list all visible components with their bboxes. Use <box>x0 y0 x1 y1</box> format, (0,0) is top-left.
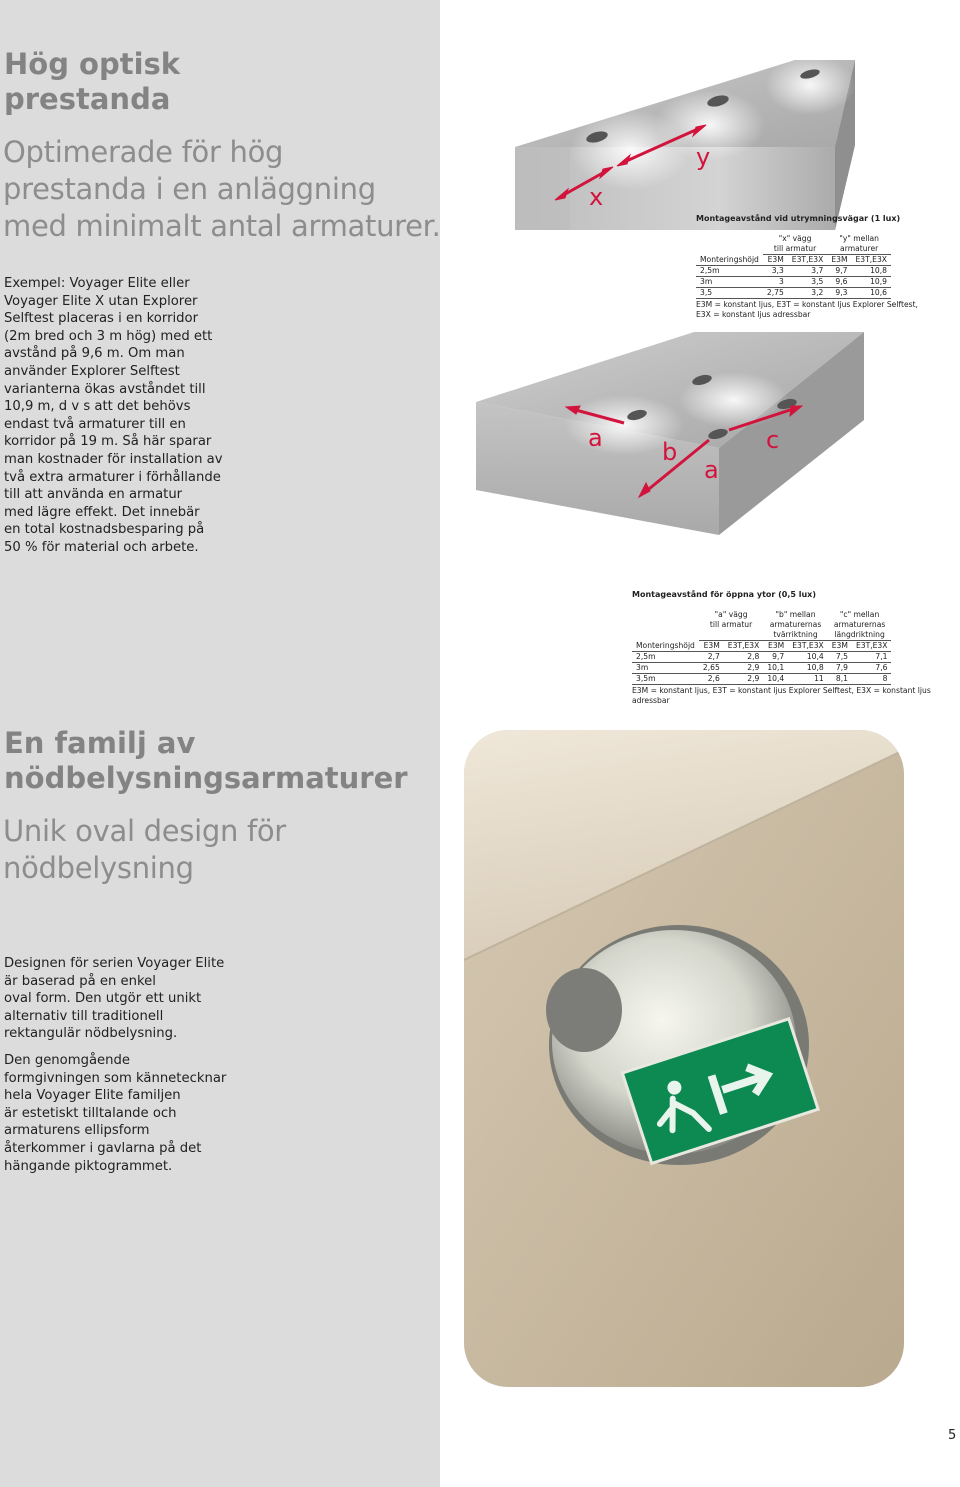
table-cell: 9,7 <box>763 652 788 663</box>
body-line: 10,9 m, d v s att det behövs <box>4 399 191 415</box>
label-a1: a <box>588 424 603 452</box>
section2-sub-line1: Unik oval design för <box>3 814 286 848</box>
body-line: korridor på 19 m. Så här sparar <box>4 434 212 450</box>
body-line: är estetiskt tilltalande och <box>4 1105 177 1121</box>
table-row <box>696 266 891 277</box>
table1-header-row <box>696 255 891 266</box>
table-cell: 2,5m <box>696 266 763 277</box>
header-cell: E3T,E3X <box>852 255 892 266</box>
table2-note: E3M = konstant ljus, E3T = konstant ljus Explorer Selftest, E3X = konstant ljus adressbar <box>632 686 931 705</box>
table-row <box>632 663 891 674</box>
section1-heading-line1: Hög optisk <box>4 47 181 81</box>
body-line: man kostnader för installation av <box>4 451 223 467</box>
body-line: varianterna ökas avståndet till <box>4 381 206 397</box>
section2-heading-line1: En familj av <box>4 726 196 760</box>
section2-sub-line2: nödbelysning <box>3 851 194 885</box>
table-cell: 10,4 <box>788 652 828 663</box>
product-photo <box>464 730 904 1387</box>
body-line: är baserad på en enkel <box>4 973 156 989</box>
table-cell: 3 <box>763 277 788 288</box>
table2-group3: "c" mellan armaturernas längdriktning <box>828 610 892 641</box>
table-cell: 2,8 <box>724 652 764 663</box>
section1-sub-line3: med minimalt antal armaturer. <box>3 209 441 243</box>
table-cell: 7,1 <box>852 652 892 663</box>
table1 <box>696 214 918 320</box>
table-cell: 10,6 <box>852 288 892 299</box>
table-cell: 9,3 <box>827 288 851 299</box>
open-area-diagram <box>474 330 869 540</box>
label-b: b <box>662 438 678 466</box>
table-cell: 2,5m <box>632 652 699 663</box>
header-cell: E3T,E3X <box>852 641 892 652</box>
table-cell: 3m <box>632 663 699 674</box>
table-cell: 7,5 <box>828 652 852 663</box>
body-line: till att använda en armatur <box>4 487 183 503</box>
section2-body <box>4 955 226 1175</box>
header-cell: Monteringshöjd <box>696 255 763 266</box>
table-row <box>696 277 891 288</box>
header-cell: E3T,E3X <box>724 641 764 652</box>
header-cell: E3M <box>828 641 852 652</box>
corridor-diagram <box>510 55 860 240</box>
table1-title: Montageavstånd vid utrymningsvägar (1 lux) <box>696 214 901 223</box>
body-line: Designen för serien Voyager Elite <box>4 956 225 971</box>
body-line: återkommer i gavlarna på det <box>4 1140 202 1156</box>
table-cell: 7,9 <box>828 663 852 674</box>
table-cell: 10,8 <box>788 663 828 674</box>
table1-group1: "x" vägg till armatur <box>763 234 827 255</box>
table-cell: 2,65 <box>699 663 724 674</box>
body-line: alternativ till traditionell <box>4 1008 164 1024</box>
table-cell: 10,8 <box>852 266 892 277</box>
table-cell: 3m <box>696 277 763 288</box>
table1-note: E3M = konstant ljus, E3T = konstant ljus Explorer Selftest, E3X = konstant ljus adressbar <box>696 300 918 319</box>
body-line: Exempel: Voyager Elite eller <box>4 276 190 291</box>
table-cell: 2,75 <box>763 288 788 299</box>
body-line: (2m bred och 3 m hög) med ett <box>4 328 213 344</box>
table-cell: 8,1 <box>828 674 852 685</box>
table-cell: 3,3 <box>763 266 788 277</box>
table-cell: 11 <box>788 674 828 685</box>
section1-heading <box>4 47 180 117</box>
label-a2: a <box>704 456 719 484</box>
header-cell: E3M <box>763 641 788 652</box>
table-cell: 3,5 <box>788 277 828 288</box>
table-cell: 2,9 <box>724 663 764 674</box>
body-line: endast två armaturer till en <box>4 416 186 432</box>
body-line: två extra armaturer i förhållande <box>4 469 221 485</box>
table-cell: 10,1 <box>763 663 788 674</box>
luminaire-cap <box>546 968 622 1052</box>
body-line: Selftest placeras i en korridor <box>4 311 199 327</box>
table-cell: 9,7 <box>827 266 851 277</box>
header-cell: Monteringshöjd <box>632 641 699 652</box>
section1-sub-line1: Optimerade för hög <box>3 135 284 169</box>
body-line: en total kostnadsbesparing på <box>4 522 205 538</box>
header-cell: E3T,E3X <box>788 255 828 266</box>
page-number: 5 <box>948 1428 957 1443</box>
body-line: med lägre effekt. Det innebär <box>4 504 200 520</box>
body-line: hela Voyager Elite familjen <box>4 1088 181 1104</box>
section1-heading-line2: prestanda <box>4 82 171 116</box>
table-cell: 9,6 <box>827 277 851 288</box>
table-row <box>696 288 891 299</box>
body-line: hängande piktogrammet. <box>4 1158 173 1174</box>
header-cell: E3M <box>763 255 788 266</box>
section2-paragraph2 <box>4 1052 226 1175</box>
body-line: avstånd på 9,6 m. Om man <box>4 346 185 362</box>
table-cell: 2,7 <box>699 652 724 663</box>
section1-sub-line2: prestanda i en anläggning <box>3 172 376 206</box>
body-line: oval form. Den utgör ett unikt <box>4 991 202 1007</box>
table-row <box>632 674 891 685</box>
section2-subheading <box>3 813 286 887</box>
table1-grid <box>696 234 891 299</box>
table-cell: 7,6 <box>852 663 892 674</box>
table-cell: 3,7 <box>788 266 828 277</box>
section1-body <box>4 275 223 557</box>
section2-heading <box>4 726 408 796</box>
table2-group1: "a" vägg till armatur <box>699 610 763 641</box>
table-cell: 3,5 <box>696 288 763 299</box>
header-cell: E3T,E3X <box>788 641 828 652</box>
label-x: x <box>589 183 604 211</box>
header-cell: E3M <box>699 641 724 652</box>
table-cell: 3,2 <box>788 288 828 299</box>
table2-header-row <box>632 641 891 652</box>
table2 <box>632 590 960 706</box>
body-line: Voyager Elite X utan Explorer <box>4 293 198 309</box>
section1-subheading <box>3 134 441 245</box>
table-cell: 3,5m <box>632 674 699 685</box>
body-line: använder Explorer Selftest <box>4 363 180 379</box>
table-cell: 10,4 <box>763 674 788 685</box>
table2-grid <box>632 610 891 685</box>
section2-heading-line2: nödbelysningsarmaturer <box>4 761 408 795</box>
header-cell: E3M <box>827 255 851 266</box>
label-c: c <box>766 426 780 454</box>
table2-group2: "b" mellan armaturernas tvärriktning <box>763 610 827 641</box>
body-line: armaturens ellipsform <box>4 1123 150 1139</box>
table-cell: 2,9 <box>724 674 764 685</box>
table-row <box>632 652 891 663</box>
table2-title: Montageavstånd för öppna ytor (0,5 lux) <box>632 590 816 599</box>
body-line: 50 % för material och arbete. <box>4 539 199 555</box>
table-cell: 10,9 <box>852 277 892 288</box>
body-line: Den genomgående <box>4 1052 130 1068</box>
table1-group2: "y" mellan armaturer <box>827 234 891 255</box>
table-cell: 8 <box>852 674 892 685</box>
table-cell: 2,6 <box>699 674 724 685</box>
section2-paragraph1 <box>4 955 226 1043</box>
body-line: formgivningen som kännetecknar <box>4 1070 227 1086</box>
body-line: rektangulär nödbelysning. <box>4 1026 178 1042</box>
label-y: y <box>696 143 711 171</box>
